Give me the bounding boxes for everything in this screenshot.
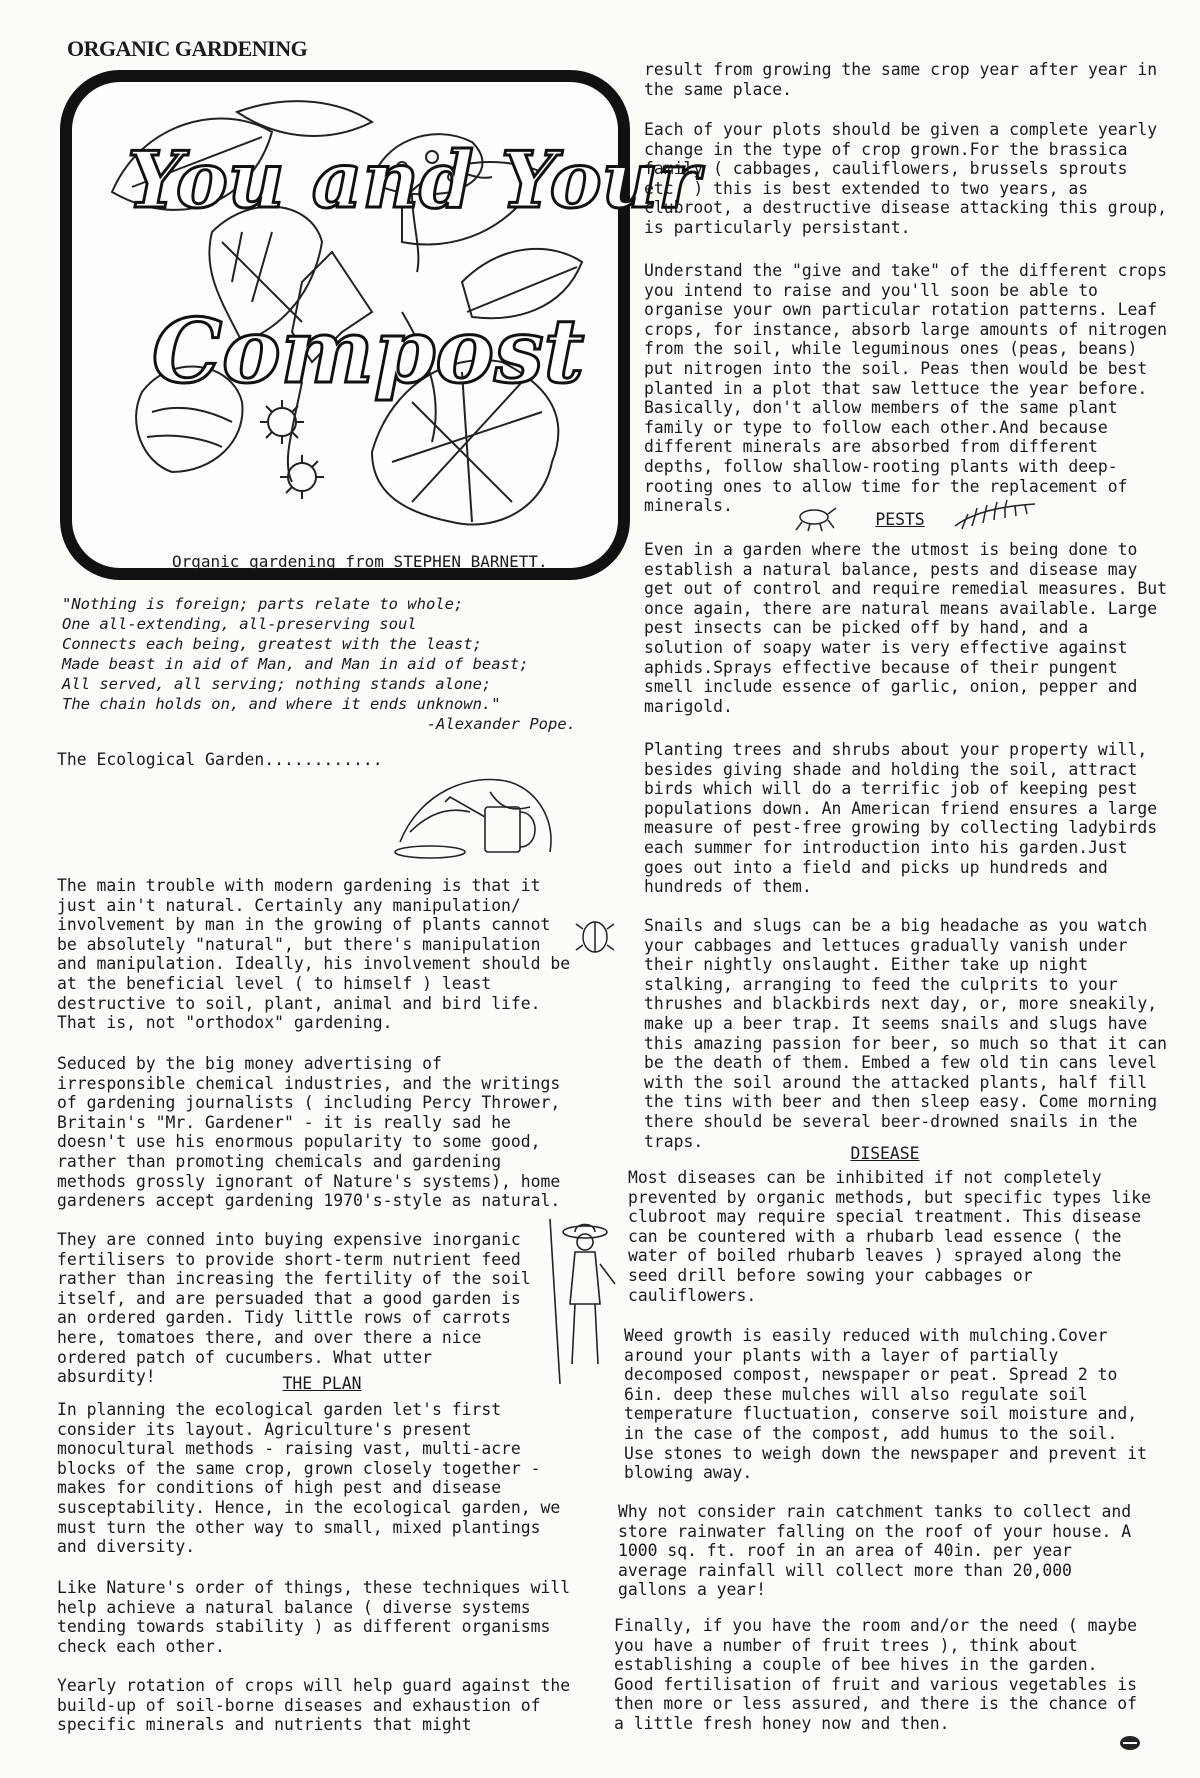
paragraph: Like Nature's order of things, these techniques will help achieve a natural balance ( diverse systems tending towards stability ) as different organisms check each other. (57, 1578, 571, 1656)
paragraph: Finally, if you have the room and/or the need ( maybe you have a number of fruit trees ), think about establishing a couple of bee hives in the garden. Good fertilisation of fruit and various vegetables is then more or less assured, and there is the chance of a little fresh honey now and then. (614, 1616, 1138, 1733)
paragraph: Each of your plots should be given a complete yearly change in the type of crop grown.For the brassica family ( cabbages, cauliflowers, brussels sprouts etc. ) this is best extended to two years, as clubroot, a destructive disease attacking this group, is particularly persistant. (644, 120, 1168, 237)
poem-line: One all-extending, all-preserving soul (62, 615, 417, 633)
watering-can-illustration (390, 752, 560, 862)
beetle-icon (572, 914, 618, 960)
poem-line: Connects each being, greatest with the least; (62, 635, 482, 653)
centipede-icon (950, 496, 1040, 536)
paragraph: In planning the ecological garden let's first consider its layout. Agriculture's present monocultural methods - raising vast, multi-acre blocks of the same crop, grown closely together - makes for conditions of high pest and disease susceptability. Hence, in the ecological garden, we must turn the other way to small, mixed plantings and diversity. (57, 1400, 561, 1557)
paragraph: Snails and slugs can be a big headache as you watch your cabbages and lettuces gradually vanish under their nightly onslaught. Either take up night stalking, arranging to feed the culprits to your thrushes and blackbirds next day, or, more sneakily, make up a beer trap. It seems snails and slugs have this amazing passion for beer, so much so that it can be the death of them. Embed a few old tin cans level with the soil around the attacked plants, half fill the tins with beer and then sleep easy. Come morning there should be several beer-drowned snails in the traps. (644, 916, 1168, 1151)
paragraph: result from growing the same crop year after year in the same place. (644, 60, 1158, 99)
paragraph: Understand the "give and take" of the different crops you intend to raise and you'll soon be able to organise your own particular rotation patterns. Leaf crops, for instance, absorb large amounts of nitrogen from the soil, while leguminous ones (peas, beans) put nitrogen into the soil. Peas then would be best planted in a plot that saw lettuce the year before. Basically, don't allow members of the same plant family or type to follow each other.And because different minerals are absorbed from different depths, follow shallow-rooting plants with deep-rooting ones to allow time for the replacement of minerals. (644, 261, 1168, 516)
title-line-2: Compost (152, 299, 585, 403)
disease-heading: DISEASE (850, 1144, 920, 1163)
pests-heading: PESTS (875, 510, 925, 529)
paragraph: Weed growth is easily reduced with mulching.Cover around your plants with a layer of partially decomposed compost, newspaper or peat. Spread 2 to 6in. deep these mulches will also regulate soil temperature fluctuation, conserve soil moisture and, in the case of the compost, add humus to the soil. Use stones to weigh down the newspaper and prevent it blowing away. (624, 1326, 1148, 1483)
paragraph: Even in a garden where the utmost is being done to establish a natural balance, pests and disease may get out of control and require remedial measures. But once again, there are natural means available. Large pest insects can be picked off by hand, and a solution of soapy water is very effective against aphids.Sprays effective because of their pungent smell include essence of garlic, onion, pepper and marigold. (644, 540, 1168, 716)
paragraph: Most diseases can be inhibited if not completely prevented by organic methods, but specific types like clubroot may require special treatment. This disease can be countered with a rhubarb lead essence ( the water of boiled rhubarb leaves ) sprayed along the seed drill before sowing your cabbages or cauliflowers. (628, 1168, 1152, 1305)
disease-heading-wrap (800, 1144, 970, 1164)
poem-line: "Nothing is foreign; parts relate to whole; (62, 595, 464, 613)
paragraph: They are conned into buying expensive inorganic fertilisers to provide short-term nutrient feed rather than increasing the fertility of the soil itself, and are persuaded that a good garden is an ordered garden. Tidy little rows of carrots here, tomatoes there, and over there a nice ordered patch of cucumbers. What utter absurdity! (57, 1230, 531, 1387)
plan-heading-wrap (57, 1374, 577, 1394)
byline: Organic gardening from STEPHEN BARNETT. (172, 552, 548, 571)
title-line-1: You and Your (127, 135, 700, 226)
paragraph: Seduced by the big money advertising of irresponsible chemical industries, and the writings of gardening journalists ( including Percy Thrower, Britain's "Mr. Gardener" - it is really sad he doesn't use his enormous popularity to some good, rather than promoting chemicals and gardening methods grossly ignorant of Nature's systems), home gardeners accept gardening 1970's-style as natural. (57, 1054, 561, 1211)
paragraph: Planting trees and shrubs about your property will, besides giving shade and holding the soil, attract birds which will do a terrific job of keeping pest populations down. An American friend ensures a large measure of pest-free growing by collecting ladybirds each summer for introduction into his garden.Just goes out into a field and picks up hundreds and hundreds of them. (644, 740, 1158, 897)
leaf-illustration (72, 82, 700, 568)
plan-heading: THE PLAN (282, 1374, 362, 1393)
poem-quote (62, 594, 582, 734)
aphid-icon (788, 502, 840, 532)
section-label: ORGANIC GARDENING (67, 36, 308, 61)
subtitle: The Ecological Garden............ (57, 750, 383, 769)
paragraph: Why not consider rain catchment tanks to collect and store rainwater falling on the roof of your house. A 1000 sq. ft. roof in an area of 40in. per year average rainfall will collect more than 20,000 gallons a year! (618, 1502, 1132, 1600)
poem-attribution: -Alexander Pope. (426, 715, 576, 733)
gardener-illustration (540, 1214, 622, 1389)
paragraph: Yearly rotation of crops will help guard against the build-up of soil-borne diseases and exhaustion of specific minerals and nutrients that might (57, 1676, 571, 1735)
poem-line: All served, all serving; nothing stands alone; (62, 675, 492, 693)
poem-line: Made beast in aid of Man, and Man in aid of beast; (62, 655, 529, 673)
poem-line: The chain holds on, and where it ends unknown." (62, 695, 501, 713)
paragraph: The main trouble with modern gardening is that it just ain't natural. Certainly any manipulation/ involvement by man in the growing of plants cannot be absolutely "natural", but there's manipulation and manipulation. Ideally, his involvement should be at the beneficial level ( to himself ) least destructive to soil, plant, animal and bird life. That is, not "orthodox" gardening. (57, 876, 571, 1033)
title-illustration (60, 70, 700, 580)
end-mark-icon (1118, 1734, 1142, 1752)
pests-heading-wrap (840, 510, 960, 530)
